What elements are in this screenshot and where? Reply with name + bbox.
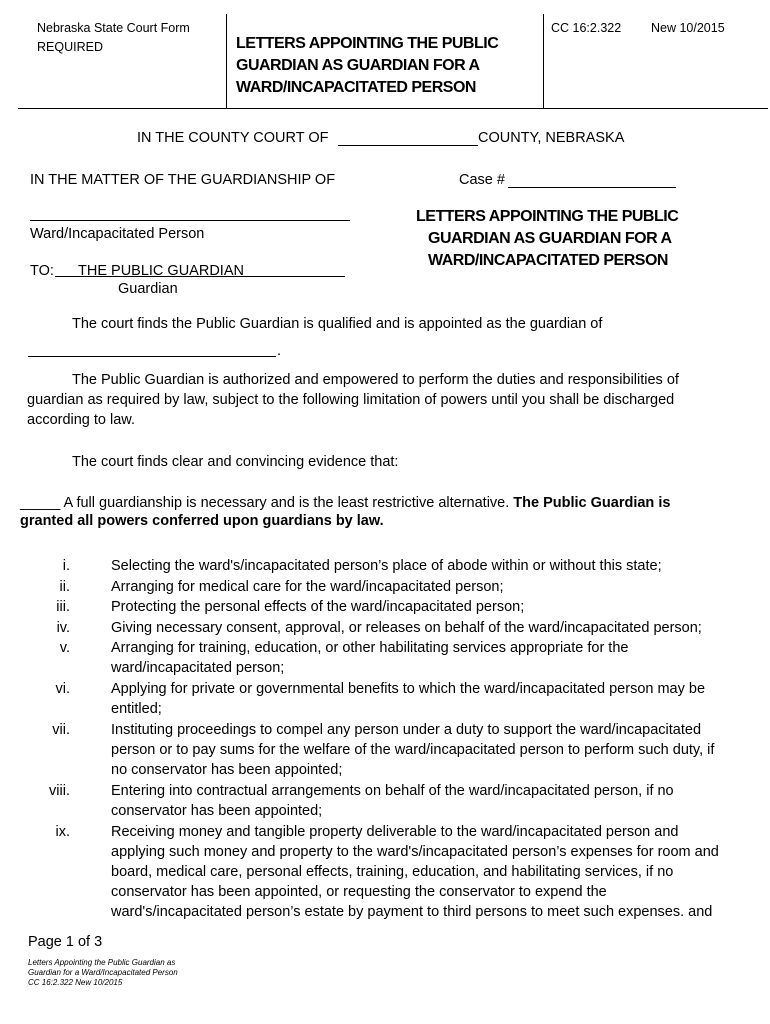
- court-suffix: COUNTY, NEBRASKA: [478, 130, 625, 146]
- authorized-line: guardian as required by law, subject to the following limitation of powers until you shall be discharged: [27, 392, 675, 408]
- ward-label: Ward/Incapacitated Person: [30, 226, 205, 242]
- power-number: iii.: [56, 599, 70, 615]
- power-item: [111, 822, 751, 922]
- power-item: [111, 618, 751, 638]
- power-text-line: applying such money and property to the ward's/incapacitated person’s expenses for room and: [111, 844, 719, 860]
- power-number: vi.: [55, 681, 70, 697]
- power-item: [111, 577, 751, 597]
- power-item: [111, 720, 751, 780]
- power-text-line: ward/incapacitated person;: [111, 660, 285, 676]
- document-title-line: GUARDIAN AS GUARDIAN FOR A: [428, 230, 672, 247]
- to-label: TO:: [30, 263, 54, 279]
- power-item: [111, 781, 751, 821]
- power-number: iv.: [56, 620, 70, 636]
- header-title-line: WARD/INCAPACITATED PERSON: [236, 79, 476, 96]
- power-number: i.: [62, 558, 70, 574]
- to-role: Guardian: [118, 281, 178, 297]
- power-text-line: Entering into contractual arrangements on behalf of the ward/incapacitated person, if no: [111, 783, 674, 799]
- to-value: THE PUBLIC GUARDIAN: [78, 263, 244, 279]
- document-title-line: LETTERS APPOINTING THE PUBLIC: [416, 208, 679, 225]
- authorized-line: according to law.: [27, 412, 136, 428]
- case-number-field[interactable]: [508, 187, 676, 188]
- power-text-line: Receiving money and tangible property deliverable to the ward/incapacitated person and: [111, 824, 679, 840]
- full-guardianship-bold: The Public Guardian is: [513, 495, 671, 511]
- required-label: REQUIRED: [37, 40, 103, 54]
- power-text-line: Applying for private or governmental benefits to which the ward/incapacitated person may be: [111, 681, 706, 697]
- full-guardianship-checkbox-blank[interactable]: _____: [20, 495, 61, 511]
- header-title-line: LETTERS APPOINTING THE PUBLIC: [236, 35, 499, 52]
- form-source: Nebraska State Court Form: [37, 21, 190, 35]
- form-revision: New 10/2015: [651, 21, 725, 35]
- power-text-line: Arranging for training, education, or other habilitating services appropriate for the: [111, 640, 629, 656]
- power-text-line: entitled;: [111, 701, 162, 717]
- power-text-line: no conservator has been appointed;: [111, 762, 343, 778]
- document-title: [413, 206, 733, 272]
- authorized-line: The Public Guardian is authorized and empowered to perform the duties and responsibilities of: [72, 372, 679, 388]
- full-guardianship-bold-cont: granted all powers conferred upon guardians by law.: [20, 513, 384, 529]
- header-divider: [18, 108, 768, 109]
- footer-line: CC 16:2.322 New 10/2015: [28, 978, 123, 987]
- power-item: [111, 638, 751, 678]
- form-number: CC 16:2.322: [551, 21, 622, 35]
- power-number: v.: [59, 640, 70, 656]
- power-text-line: ward's/incapacitated person’s estate by payment to third persons to meet such expenses. and: [111, 904, 713, 920]
- evidence-text: The court finds clear and convincing evidence that:: [72, 454, 399, 470]
- power-text-line: Protecting the personal effects of the ward/incapacitated person;: [111, 599, 525, 615]
- power-number: vii.: [52, 722, 70, 738]
- power-number: ix.: [55, 824, 70, 840]
- header-title: [236, 33, 536, 99]
- document-title-line: WARD/INCAPACITATED PERSON: [428, 252, 668, 269]
- full-guardianship-statement: [20, 493, 670, 513]
- power-text-line: Selecting the ward's/incapacitated person’s place of abode within or without this state;: [111, 558, 662, 574]
- finding-period: .: [277, 343, 282, 359]
- power-text-line: person or to pay sums for the welfare of the ward/incapacitated person to perform such duty, if: [111, 742, 715, 758]
- power-item: [111, 597, 751, 617]
- power-text-line: board, medical care, personal effects, training, education, and habilitating services, if no: [111, 864, 674, 880]
- full-guardianship-text: A full guardianship is necessary and is the least restrictive alternative.: [60, 495, 514, 511]
- court-prefix: IN THE COUNTY COURT OF: [137, 130, 329, 146]
- power-text-line: Giving necessary consent, approval, or releases on behalf of the ward/incapacitated person;: [111, 620, 702, 636]
- case-label: Case #: [459, 172, 505, 188]
- county-name-field[interactable]: [338, 145, 478, 146]
- header-title-line: GUARDIAN AS GUARDIAN FOR A: [236, 57, 480, 74]
- power-item: [111, 556, 751, 576]
- power-number: ii.: [59, 579, 70, 595]
- power-text-line: Arranging for medical care for the ward/incapacitated person;: [111, 579, 504, 595]
- power-text-line: conservator has been appointed;: [111, 803, 323, 819]
- page-number: Page 1 of 3: [28, 934, 103, 950]
- footer-line: Guardian for a Ward/Incapacitated Person: [28, 968, 178, 977]
- guardian-of-field[interactable]: [28, 356, 276, 357]
- finding-text: The court finds the Public Guardian is qualified and is appointed as the guardian of: [72, 316, 603, 332]
- ward-name-field[interactable]: [30, 220, 350, 221]
- matter-label: IN THE MATTER OF THE GUARDIANSHIP OF: [30, 172, 336, 188]
- power-text-line: conservator has been appointed, or requesting the conservator to expend the: [111, 884, 607, 900]
- power-number: viii.: [49, 783, 70, 799]
- footer-form-reference: [28, 958, 178, 988]
- footer-line: Letters Appointing the Public Guardian as: [28, 958, 176, 967]
- power-text-line: Instituting proceedings to compel any person under a duty to support the ward/incapacitated: [111, 722, 702, 738]
- power-item: [111, 679, 751, 719]
